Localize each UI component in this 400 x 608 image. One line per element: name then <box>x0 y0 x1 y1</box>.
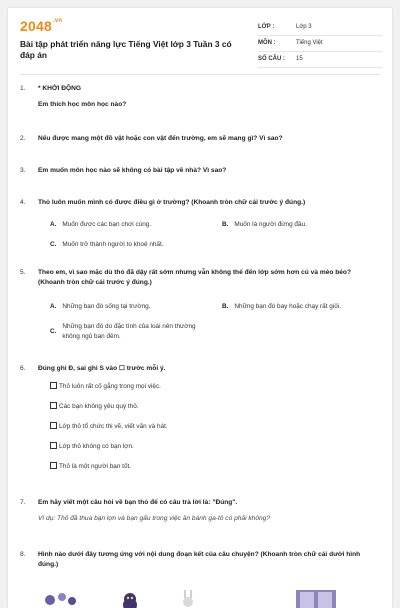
true-false-item[interactable]: Các bạn không yêu quý thỏ. <box>50 402 139 412</box>
question-7-example: Ví dụ: Thỏ đã thua bạn lợn và bạn gấu trong việc ăn bánh ga-tô có phải không? <box>38 515 271 522</box>
answer-images <box>38 588 358 608</box>
header-divider <box>20 74 380 75</box>
question-6: 6. Đúng ghi Đ, sai ghi S vào ☐ trước mỗi ý. Thỏ luôn rất cố gắng trong mọi việc. Các bạn không yêu quý thỏ. Lớp thỏ tổ chức thi vẽ, viết văn và hát. Lớp thỏ không có bạn lợn. Thỏ là một người bạn tốt. <box>20 365 168 470</box>
worksheet-meta <box>258 20 382 68</box>
option-b[interactable]: B. Muốn là người đứng đầu. <box>222 221 307 228</box>
worksheet-title: Bài tập phát triển năng lực Tiếng Việt lớp 3 Tuần 3 có đáp án <box>20 39 232 60</box>
site-logo[interactable]: $2048^{.vn}$ <box>20 18 63 34</box>
worksheet-header <box>20 18 380 68</box>
true-false-item[interactable]: Thỏ là một người bạn tốt. <box>50 462 131 472</box>
meta-question-count: SỐ CÂU : 15 <box>258 52 382 68</box>
option-a[interactable]: A. Muốn được các bạn chơi cùng. <box>50 221 152 228</box>
checkbox[interactable] <box>50 402 57 409</box>
option-c[interactable]: C.Những bạn đó do đặc tính của loài nên thường không ngủ ban đêm. <box>50 323 196 340</box>
cat-picture[interactable] <box>123 593 137 608</box>
true-false-item[interactable]: Lớp thỏ không có bạn lợn. <box>50 442 134 452</box>
flower-picture[interactable] <box>45 593 76 605</box>
option-b[interactable]: B. Những bạn đó bay hoặc chạy rất giỏi. <box>222 303 342 310</box>
question-4: 4. Thỏ luôn muốn mình có được điều gì ở trường? (Khoanh tròn chữ cái trước ý đúng.) A. Muốn được các bạn chơi cùng. B. Muốn là người đứng đầu. C. Muốn trở thành người to khoẻ nhất. <box>20 199 307 248</box>
checkbox[interactable] <box>50 382 57 389</box>
checkbox[interactable] <box>50 422 57 429</box>
question-5: 5. Theo em, vì sao mặc dù thỏ đã dậy rất sớm nhưng vẫn không thể đến lớp sớm hơn cú và mèo béo? (Khoanh tròn chữ cái trước ý đúng.) A. Những bạn đó sống tại trường. B. Những bạn đó bay hoặc chạy rất giỏi. C.Những bạn đó do đặc tính của loài nên thường không ngủ ban đêm. <box>20 269 351 340</box>
worksheet-page: $2048^{.vn}$ Bài tập phát triển năng lực Tiếng Việt lớp 3 Tuần 3 có đáp án LỚP : Lớp 3 MÔN : Tiếng Việt SỐ CÂU : 15 1. * KHỞI ĐỘNG Em thích học môn học nào? 2. Nếu được mang một đồ vật hoặc con vật đến trường, em sẽ mang gì? Vì sao? 3. Em muốn môn học nào sẽ không có bài tập về nhà? Vì sao? 4. Thỏ luôn muốn mình có được điều gì ở trường? (Khoanh tròn chữ cái trước ý đúng.) A. Muốn được các bạn chơi cùng. B. Muốn là người đứng đầu. C. Muốn trở thành người to khoẻ nhất. 5. Theo em, vì sao mặc dù thỏ đã dậy rất sớm nhưng vẫn không thể đến lớp sớm hơn cú và mèo béo? (Khoanh tròn chữ cái trước ý đúng.) A. Những bạn đó sống tại trường. B. Những bạn đó bay hoặc chạy rất giỏi. C.Những bạn đó do đặc tính của loài nên thường không ngủ ban đêm. 6. Đúng ghi Đ, sai ghi S vào ☐ trước mỗi ý. Thỏ luôn rất cố gắng trong mọi việc. Các bạn không yêu quý thỏ. Lớp thỏ tổ chức thi vẽ, viết văn và hát. Lớp thỏ không có bạn lợn. Thỏ là một người bạn tốt. 7. Em hãy viết một câu hỏi về bạn thỏ để có câu trả lời là: "Đúng". Ví dụ: Thỏ đã thua bạn lợn và bạn gấu trong việc ăn bánh ga-tô có phải không? 8. Hình nào dưới đây tương ứng với nội dung đoạn kết của câu chuyện? (Khoanh tròn chữ cái dưới hình đúng.) <box>8 8 392 608</box>
true-false-item[interactable]: Thỏ luôn rất cố gắng trong mọi việc. <box>50 382 161 392</box>
window-picture[interactable] <box>296 590 336 608</box>
question-1-subtitle: Em thích học môn học nào? <box>38 101 127 108</box>
meta-class: LỚP : Lớp 3 <box>258 20 382 36</box>
option-c[interactable]: C. Muốn trở thành người to khoẻ nhất. <box>50 241 164 248</box>
meta-subject: MÔN : Tiếng Việt <box>258 36 382 52</box>
checkbox[interactable] <box>50 462 57 469</box>
option-a[interactable]: A. Những bạn đó sống tại trường. <box>50 303 151 310</box>
rabbit-picture[interactable] <box>183 590 193 607</box>
true-false-item[interactable]: Lớp thỏ tổ chức thi vẽ, viết văn và hát. <box>50 422 168 432</box>
checkbox[interactable] <box>50 442 57 449</box>
